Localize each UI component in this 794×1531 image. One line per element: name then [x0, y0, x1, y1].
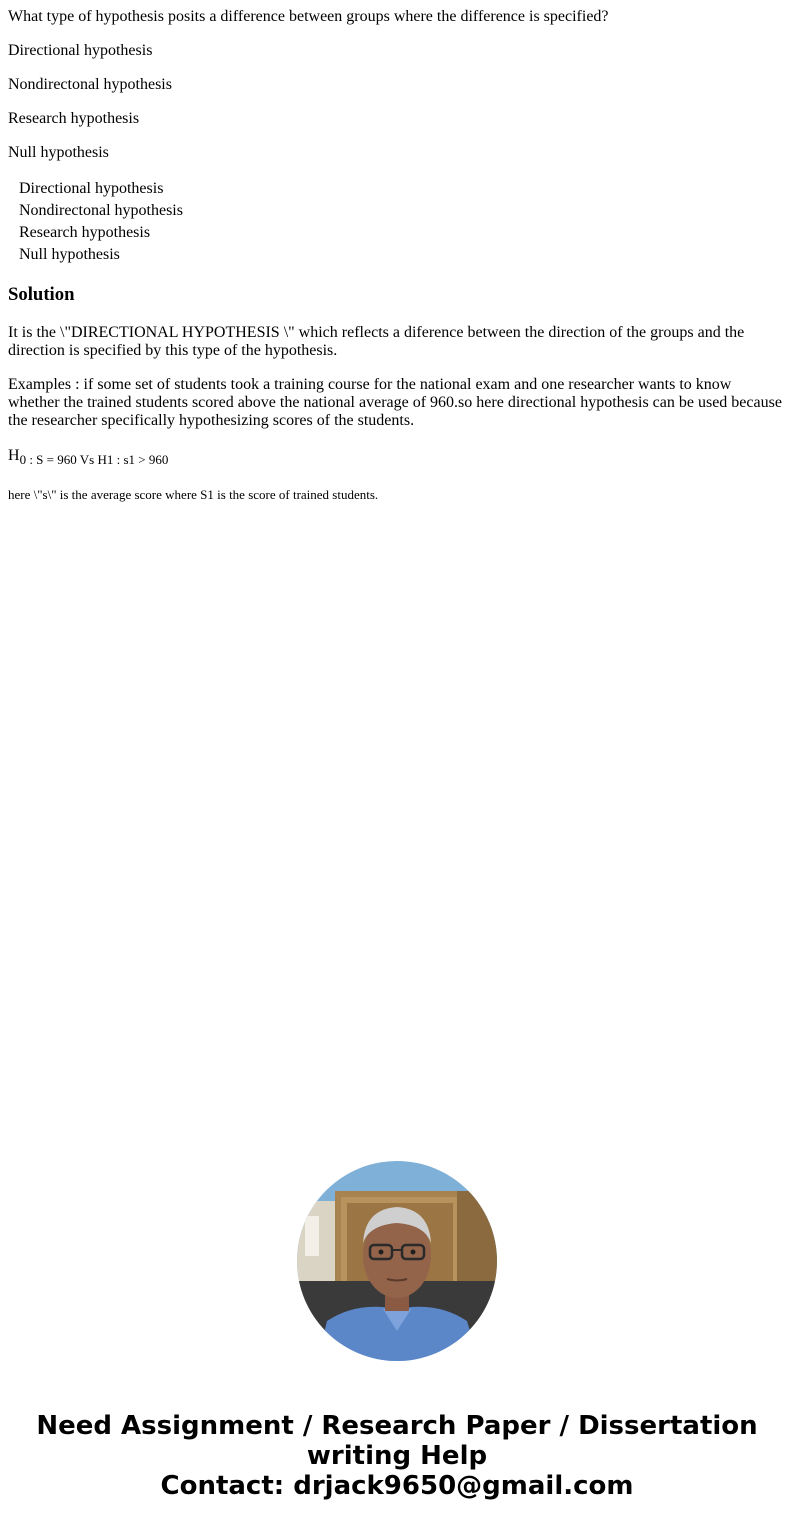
avatar: [297, 1161, 497, 1361]
options-list: [8, 42, 786, 162]
example-paragraph: Examples : if some set of students took a training course for the national exam and one researcher wants to know whether the trained students scored above the national average of 960.so here directional hypothesis can be used because the researcher specifically hypothesizing scores of the students.: [8, 376, 782, 429]
choice-list: [8, 178, 786, 266]
banner-contact-line: Contact: drjack9650@gmail.com: [160, 1471, 634, 1501]
formula-main: H: [8, 447, 20, 464]
hypothesis-formula: [8, 446, 786, 470]
choice-item: Nondirectonal hypothesis: [19, 202, 183, 219]
contact-banner: [0, 1411, 794, 1501]
choice-item: Null hypothesis: [19, 246, 120, 263]
option-item: Null hypothesis: [8, 144, 109, 161]
document-body: [0, 8, 794, 504]
avatar-portrait-image: [297, 1161, 497, 1361]
option-item: Research hypothesis: [8, 110, 140, 127]
formula-note: here \"s\" is the average score where S1 is the score of trained students.: [8, 487, 379, 502]
solution-heading: Solution: [8, 284, 75, 305]
choice-item: Directional hypothesis: [19, 180, 164, 197]
question-text: What type of hypothesis posits a difference between groups where the difference is specified?: [8, 8, 609, 25]
option-item: Directional hypothesis: [8, 42, 153, 59]
solution-paragraph: It is the \"DIRECTIONAL HYPOTHESIS \" which reflects a diference between the direction of the groups and the direction is specified by this type of the hypothesis.: [8, 324, 745, 359]
formula-subscript: 0 : S = 960 Vs H1 : s1 > 960: [19, 452, 169, 467]
banner-line-1: Need Assignment / Research Paper / Dissertation: [36, 1411, 758, 1441]
option-item: Nondirectonal hypothesis: [8, 76, 172, 93]
banner-line-2: writing Help: [306, 1441, 488, 1471]
choice-item: Research hypothesis: [19, 224, 151, 241]
